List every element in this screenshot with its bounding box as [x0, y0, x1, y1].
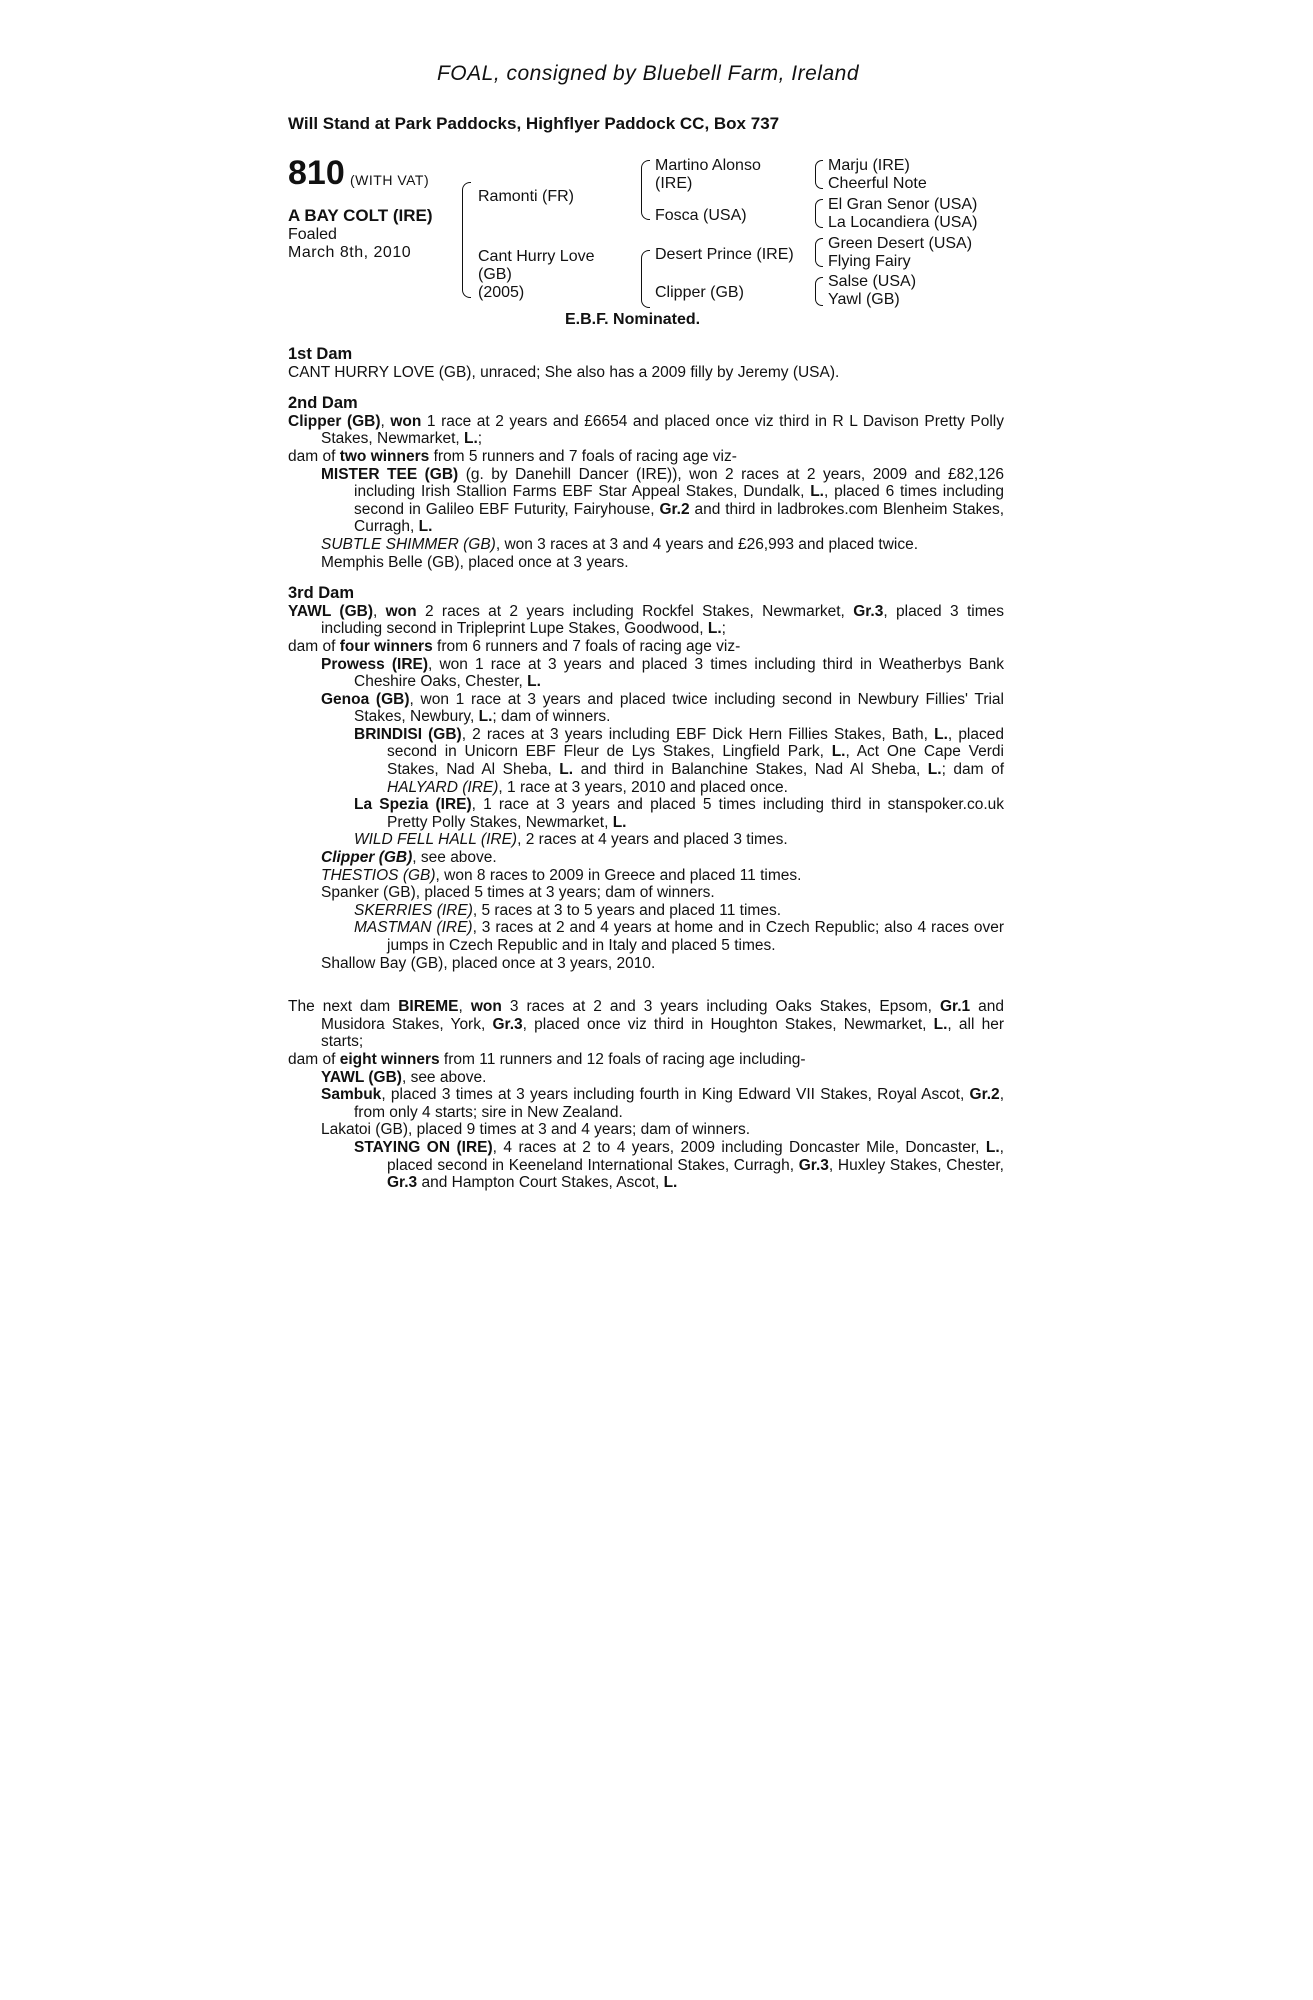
horse-name: Clipper (GB): [321, 849, 413, 867]
pedigree-brace-g4: [815, 277, 823, 306]
vat-note: (WITH VAT): [350, 172, 430, 188]
listed-marker: L.: [927, 761, 942, 779]
text: , 3 races at 2 and 4 years at home and in Czech Republic; also 4 races over jumps in Czech Republic and in Italy and placed 5 times.: [387, 919, 1005, 954]
pedigree-brace-g3: [815, 238, 823, 267]
horse-name: BRINDISI (GB): [354, 725, 462, 743]
next-dam-record: [288, 998, 1004, 1051]
text: , 1 race at 3 years and placed 5 times including third in stanspoker.co.uk Pretty Polly Stakes, Newmarket,: [387, 796, 1005, 831]
produce-entry: [288, 1086, 1004, 1121]
produce-entry: [288, 919, 1004, 954]
listed-marker: L.: [478, 708, 493, 726]
text: ; dam of winners.: [492, 708, 611, 726]
horse-name: Genoa (GB): [321, 690, 410, 708]
horse-name: HALYARD (IRE): [387, 778, 499, 796]
produce-entry: Shallow Bay (GB), placed once at 3 years, 2010.: [321, 954, 656, 972]
winners-count: eight winners: [339, 1050, 440, 1068]
won-label: won: [470, 998, 502, 1016]
horse-name: Prowess (IRE): [321, 655, 429, 673]
winners-count: four winners: [339, 637, 433, 655]
text: , 4 races at 2 to 4 years, 2009 including Doncaster Mile, Doncaster,: [492, 1138, 986, 1156]
second-dam-record: [288, 413, 1004, 448]
pedigree-g2: Cheerful Note: [828, 175, 927, 192]
horse-name: YAWL (GB): [321, 1068, 402, 1086]
group-marker: Gr.3: [853, 602, 884, 620]
text: (g. by Danehill Dancer (IRE)), won 2 races at 2 years, 2009 and £82,126 including Irish Stallion Farms EBF Star Appeal Stakes, Dundalk,: [354, 465, 1005, 501]
second-dam-heading: 2nd Dam: [288, 394, 358, 413]
lot-number: 810: [288, 154, 345, 192]
produce-entry: [288, 902, 1004, 920]
listed-marker: L.: [559, 761, 574, 779]
listed-marker: L.: [663, 1174, 678, 1192]
text: ,: [458, 998, 471, 1016]
foaled-label: Foaled: [288, 226, 337, 243]
text: dam of: [288, 637, 340, 655]
pedigree-brace-g1: [815, 160, 823, 189]
consignor-header: FOAL, consigned by Bluebell Farm, Ireland: [436, 62, 860, 85]
horse-name: Sambuk: [321, 1086, 382, 1104]
group-marker: Gr.3: [798, 1156, 829, 1174]
text: , 2 races at 3 years including EBF Dick Hern Fillies Stakes, Bath,: [461, 725, 935, 743]
pedigree-brace-dam: [641, 250, 650, 308]
produce-entry: [288, 849, 1004, 867]
produce-entry: [288, 656, 1004, 691]
listed-marker: L.: [464, 430, 478, 448]
text: dam of: [288, 1050, 340, 1068]
listed-marker: L.: [810, 483, 824, 501]
produce-entry: [288, 867, 1004, 885]
pedigree-g1: Marju (IRE): [828, 157, 910, 174]
pedigree-sire-sire-suffix: (IRE): [655, 175, 693, 192]
pedigree-g4: La Locandiera (USA): [828, 214, 978, 231]
listed-marker: L.: [612, 813, 627, 831]
horse-name: MISTER TEE (GB): [321, 465, 459, 483]
text: , see above.: [401, 1068, 487, 1086]
listed-marker: L.: [934, 725, 948, 743]
produce-entry: [288, 1069, 1004, 1087]
text: , all her starts;: [321, 1015, 1004, 1051]
pedigree-g3: El Gran Senor (USA): [828, 196, 978, 213]
listed-marker: L.: [527, 673, 541, 691]
text: , Huxley Stakes, Chester,: [828, 1156, 1004, 1174]
pedigree-brace-sire: [641, 160, 650, 220]
pedigree-sire: Ramonti (FR): [478, 188, 575, 205]
text: dam of: [288, 447, 340, 465]
text: , won 1 race at 3 years and placed 3 times including third in Weatherbys Bank Cheshire Oaks, Chester,: [354, 655, 1004, 691]
pedigree-g6: Flying Fairy: [828, 253, 911, 270]
text: and third in Balanchine Stakes, Nad Al Sheba,: [573, 761, 928, 779]
horse-name: SKERRIES (IRE): [354, 901, 473, 919]
text: , won 1 race at 3 years and placed twice including second in Newbury Fillies' Trial Stakes, Newbury,: [354, 690, 1004, 726]
text: ; dam of: [941, 761, 1005, 779]
horse-name: MASTMAN (IRE): [354, 919, 473, 937]
text: , from only 4 starts; sire in New Zealand.: [354, 1086, 1004, 1121]
group-marker: Gr.3: [492, 1015, 523, 1033]
next-dam-produce: [288, 1051, 1004, 1069]
listed-marker: L.: [933, 1015, 948, 1033]
produce-record: [288, 346, 1004, 1192]
pedigree-g7: Salse (USA): [828, 273, 917, 290]
text: 3 races at 2 and 3 years including Oaks Stakes, Epsom,: [501, 998, 940, 1016]
pedigree-g8: Yawl (GB): [828, 291, 900, 308]
text: , 2 races at 4 years and placed 3 times.: [517, 831, 788, 849]
text: , see above.: [412, 849, 497, 867]
won-label: won: [385, 602, 417, 620]
text: from 5 runners and 7 foals of racing age viz-: [429, 447, 737, 465]
text: , 5 races at 3 to 5 years and placed 11 times.: [472, 901, 782, 919]
horse-name: WILD FELL HALL (IRE): [354, 831, 518, 849]
text: , placed 6 times including second in Galileo EBF Futurity, Fairyhouse,: [354, 483, 1004, 518]
text: , Act One Cape Verdi Stakes, Nad Al Sheba,: [387, 743, 1004, 779]
text: , placed once viz third in Houghton Stakes, Newmarket,: [522, 1015, 934, 1033]
text: 2 races at 2 years including Rockfel Stakes, Newmarket,: [416, 602, 854, 620]
text: 1 race at 2 years and £6654 and placed once viz third in R L Davison Pretty Polly Stakes, Newmarket,: [321, 412, 1004, 448]
text: ;: [477, 430, 483, 448]
text: The next dam: [288, 998, 399, 1016]
text: and Musidora Stakes, York,: [321, 998, 1005, 1033]
produce-entry: Memphis Belle (GB), placed once at 3 years.: [321, 553, 629, 571]
group-marker: Gr.2: [969, 1086, 1000, 1104]
text: from 6 runners and 7 foals of racing age viz-: [432, 637, 741, 655]
produce-entry: [288, 536, 1004, 554]
pedigree-dam-year: (2005): [478, 284, 525, 301]
won-label: won: [390, 412, 422, 430]
produce-entry: [288, 796, 1004, 831]
pedigree-sire-sire: Martino Alonso: [655, 157, 761, 174]
third-dam-record: [288, 603, 1004, 638]
produce-entry: [288, 726, 1004, 796]
ebf-nomination: E.B.F. Nominated.: [565, 311, 701, 328]
stabling-location: Will Stand at Park Paddocks, Highflyer Paddock CC, Box 737: [288, 114, 780, 133]
group-marker: Gr.3: [387, 1174, 418, 1192]
listed-marker: L.: [418, 518, 433, 536]
text: , won 8 races to 2009 in Greece and placed 11 times.: [435, 866, 802, 884]
horse-name: SUBTLE SHIMMER (GB): [321, 535, 496, 553]
pedigree-dam-suffix: (GB): [478, 266, 512, 283]
group-marker: Gr.1: [939, 998, 971, 1016]
horse-name: THESTIOS (GB): [321, 866, 436, 884]
produce-entry: Spanker (GB), placed 5 times at 3 years; dam of winners.: [321, 884, 715, 902]
text: ,: [380, 412, 391, 430]
pedigree-dam-dam: Clipper (GB): [655, 284, 744, 301]
pedigree-brace-g2: [815, 199, 823, 228]
text: , placed 3 times including second in Tripleprint Lupe Stakes, Goodwood,: [321, 602, 1004, 638]
third-dam-produce: [288, 638, 1004, 656]
horse-name: La Spezia (IRE): [354, 796, 472, 814]
listed-marker: L.: [831, 743, 846, 761]
text: , won 3 races at 3 and 4 years and £26,993 and placed twice.: [495, 535, 919, 553]
pedigree-dam-sire: Desert Prince (IRE): [655, 246, 794, 263]
text: from 11 runners and 12 foals of racing age including-: [439, 1050, 806, 1068]
winners-count: two winners: [339, 447, 430, 465]
horse-name: YAWL (GB): [288, 602, 373, 620]
text: , placed 3 times at 3 years including fourth in King Edward VII Stakes, Royal Ascot,: [381, 1086, 970, 1104]
pedigree-sire-dam: Fosca (USA): [655, 207, 747, 224]
second-dam-produce: [288, 448, 1004, 466]
produce-entry: [288, 831, 1004, 849]
text: and third in ladbrokes.com Blenheim Stakes, Curragh,: [354, 500, 1004, 536]
text: ,: [372, 602, 386, 620]
pedigree-g5: Green Desert (USA): [828, 235, 973, 252]
horse-name: Clipper (GB): [288, 412, 381, 430]
foaled-date: March 8th, 2010: [288, 244, 412, 261]
text: , placed second in Unicorn EBF Fleur de Lys Stakes, Lingfield Park,: [387, 725, 1004, 761]
produce-entry: Lakatoi (GB), placed 9 times at 3 and 4 years; dam of winners.: [321, 1121, 751, 1139]
third-dam-heading: 3rd Dam: [288, 584, 355, 603]
lot-title: A BAY COLT (IRE): [288, 206, 433, 225]
pedigree-brace-main: [462, 182, 471, 298]
produce-entry: [288, 466, 1004, 536]
pedigree-dam-name: Cant Hurry Love: [478, 248, 595, 265]
listed-marker: L.: [985, 1138, 1000, 1156]
text: and Hampton Court Stakes, Ascot,: [417, 1174, 664, 1192]
text: ;: [721, 620, 726, 638]
first-dam-heading: 1st Dam: [288, 345, 353, 363]
listed-marker: L.: [707, 620, 722, 638]
first-dam-text: CANT HURRY LOVE (GB), unraced; She also has a 2009 filly by Jeremy (USA).: [288, 363, 840, 381]
produce-entry: [288, 1139, 1004, 1192]
horse-name: BIREME: [398, 998, 459, 1016]
text: , 1 race at 3 years, 2010 and placed once.: [498, 778, 788, 796]
produce-entry: [288, 691, 1004, 726]
group-marker: Gr.2: [659, 500, 690, 518]
horse-name: STAYING ON (IRE): [354, 1138, 493, 1156]
text: , placed second in Keeneland International Stakes, Curragh,: [387, 1138, 1004, 1174]
